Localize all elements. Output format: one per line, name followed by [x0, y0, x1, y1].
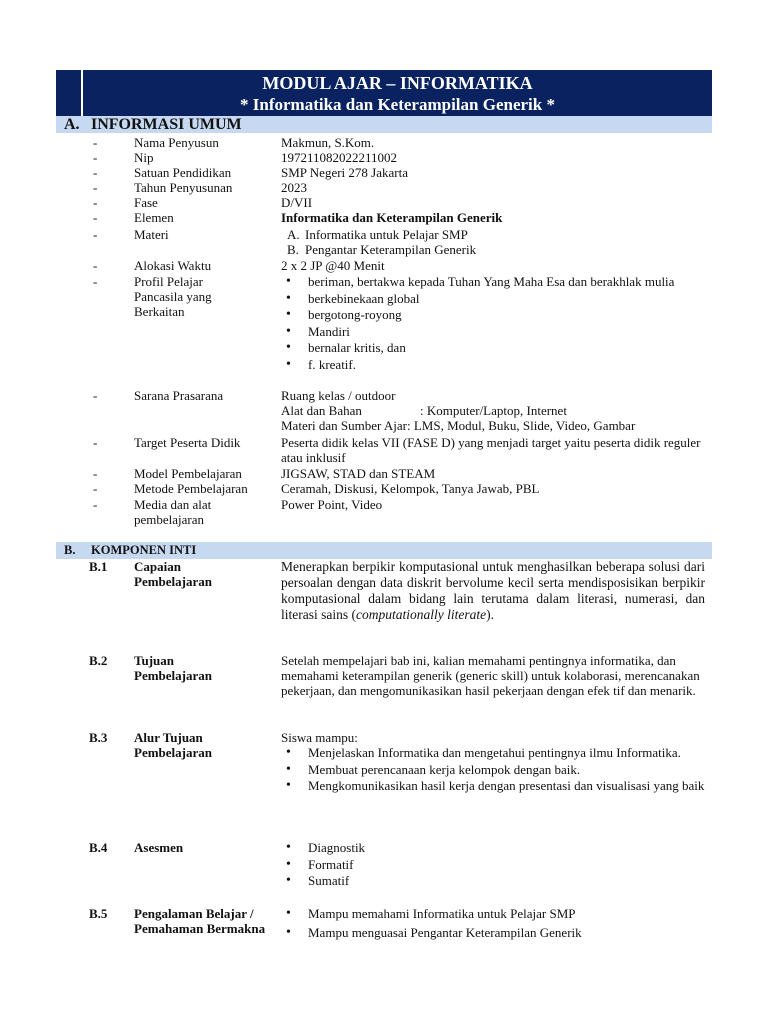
label-elemen: Elemen	[134, 210, 174, 225]
label-materi: Materi	[134, 227, 169, 242]
header-side-block	[56, 70, 81, 116]
label-tahun-penyusunan: Tahun Penyusunan	[134, 180, 233, 195]
value-nip: 197211082022211002	[281, 150, 398, 165]
b3-content	[281, 730, 705, 795]
list-item: • Mandiri	[281, 324, 711, 339]
b5-content	[281, 906, 705, 942]
section-a-title: INFORMASI UMUM	[91, 116, 242, 133]
b1-code: B.1	[89, 559, 108, 574]
value-model-pembelajaran: JIGSAW, STAD dan STEAM	[281, 466, 436, 481]
value-media-alat: Power Point, Video	[281, 497, 383, 512]
b5-code: B.5	[89, 906, 108, 921]
list-item: • Formatif	[281, 857, 705, 872]
b1-text: Menerapkan berpikir komputasional untuk menghasilkan beberapa solusi dari persoalan dengan data diskrit bervolume kecil serta mendisposisikan berpikir komputasional dalam bidang lain terutama dalam literasi, numerasi, dan literasi sains (computationally literate).	[281, 559, 705, 622]
section-b-title: KOMPONEN INTI	[91, 543, 197, 557]
document-header	[83, 70, 712, 116]
list-item: • berkebinekaan global	[281, 291, 711, 306]
b2-text: Setelah mempelajari bab ini, kalian memahami pentingnya informatika, dan memahami keterampilan generik (generic skill) untuk kolaborasi, merencanakan pekerjaan, dan mengomunikasikan hasil pekerjaan dengan efek tif dan menarik.	[281, 653, 700, 698]
label-media-alat: Media dan alat pembelajaran	[134, 497, 212, 527]
value-elemen: Informatika dan Keterampilan Generik	[281, 210, 503, 225]
label-model-pembelajaran: Model Pembelajaran	[134, 466, 242, 481]
list-item: A. Informatika untuk Pelajar SMP	[287, 227, 468, 242]
b4-title: Asesmen	[134, 840, 184, 855]
document-title: MODUL AJAR – INFORMATIKA	[262, 73, 533, 93]
value-tahun-penyusunan: 2023	[281, 180, 307, 195]
list-item: • Membuat perencanaan kerja kelompok dengan baik.	[281, 762, 705, 777]
value-alokasi-waktu: 2 x 2 JP @40 Menit	[281, 258, 385, 273]
section-b-heading	[56, 542, 712, 559]
label-profil-pelajar: Profil Pelajar Pancasila yang Berkaitan	[134, 274, 212, 319]
value-sarana-prasarana: Ruang kelas / outdoor Alat dan Bahan : Komputer/Laptop, Internet Materi dan Sumber Ajar: LMS, Modul, Buku, Slide, Video, Gambar	[281, 388, 636, 433]
b2-code: B.2	[89, 653, 108, 668]
label-sarana-prasarana: Sarana Prasarana	[134, 388, 224, 403]
value-nama-penyusun: Makmun, S.Kom.	[281, 135, 375, 150]
label-satuan-pendidikan: Satuan Pendidikan	[134, 165, 232, 180]
list-item: • Sumatif	[281, 873, 705, 888]
section-b-letter: B.	[64, 543, 76, 557]
list-item: • f. kreatif.	[281, 357, 711, 372]
value-satuan-pendidikan: SMP Negeri 278 Jakarta	[281, 165, 408, 180]
b3-intro: Siswa mampu:	[281, 730, 358, 745]
list-item: • Mengkomunikasikan hasil kerja dengan presentasi dan visualisasi yang baik	[281, 778, 705, 793]
label-alokasi-waktu: Alokasi Waktu	[134, 258, 212, 273]
label-nip: Nip	[134, 150, 154, 165]
b5-title: Pengalaman Belajar / Pemahaman Bermakna	[134, 906, 266, 936]
list-item: • beriman, bertakwa kepada Tuhan Yang Maha Esa dan berakhlak mulia	[281, 274, 711, 289]
list-item: • Diagnostik	[281, 840, 705, 855]
section-a-letter: A.	[64, 116, 80, 133]
label-target-peserta: Target Peserta Didik	[134, 435, 241, 450]
value-fase: D/VII	[281, 195, 313, 210]
materi-list	[281, 227, 711, 257]
b1-title: Capaian Pembelajaran	[134, 559, 212, 589]
list-item: • Mampu menguasai Pengantar Keterampilan Generik	[281, 925, 705, 940]
value-metode-pembelajaran: Ceramah, Diskusi, Kelompok, Tanya Jawab, PBL	[281, 481, 540, 496]
list-item: • Mampu memahami Informatika untuk Pelajar SMP	[281, 906, 705, 921]
list-item: • bernalar kritis, dan	[281, 340, 711, 355]
document-subtitle: * Informatika dan Keterampilan Generik *	[240, 95, 555, 114]
b4-content	[281, 840, 705, 890]
b3-code: B.3	[89, 730, 108, 745]
value-target-peserta: Peserta didik kelas VII (FASE D) yang menjadi target yaitu peserta didik reguler atau inklusif	[281, 435, 701, 465]
label-nama-penyusun: Nama Penyusun	[134, 135, 219, 150]
b4-code: B.4	[89, 840, 108, 855]
b2-title: Tujuan Pembelajaran	[134, 653, 212, 683]
label-metode-pembelajaran: Metode Pembelajaran	[134, 481, 248, 496]
list-item: • Menjelaskan Informatika dan mengetahui pentingnya ilmu Informatika.	[281, 745, 705, 760]
label-fase: Fase	[134, 195, 158, 210]
b3-title: Alur Tujuan Pembelajaran	[134, 730, 212, 760]
section-a-heading	[56, 116, 712, 133]
profil-list	[281, 274, 711, 373]
list-item: B. Pengantar Keterampilan Generik	[287, 242, 477, 257]
list-item: • bergotong-royong	[281, 307, 711, 322]
